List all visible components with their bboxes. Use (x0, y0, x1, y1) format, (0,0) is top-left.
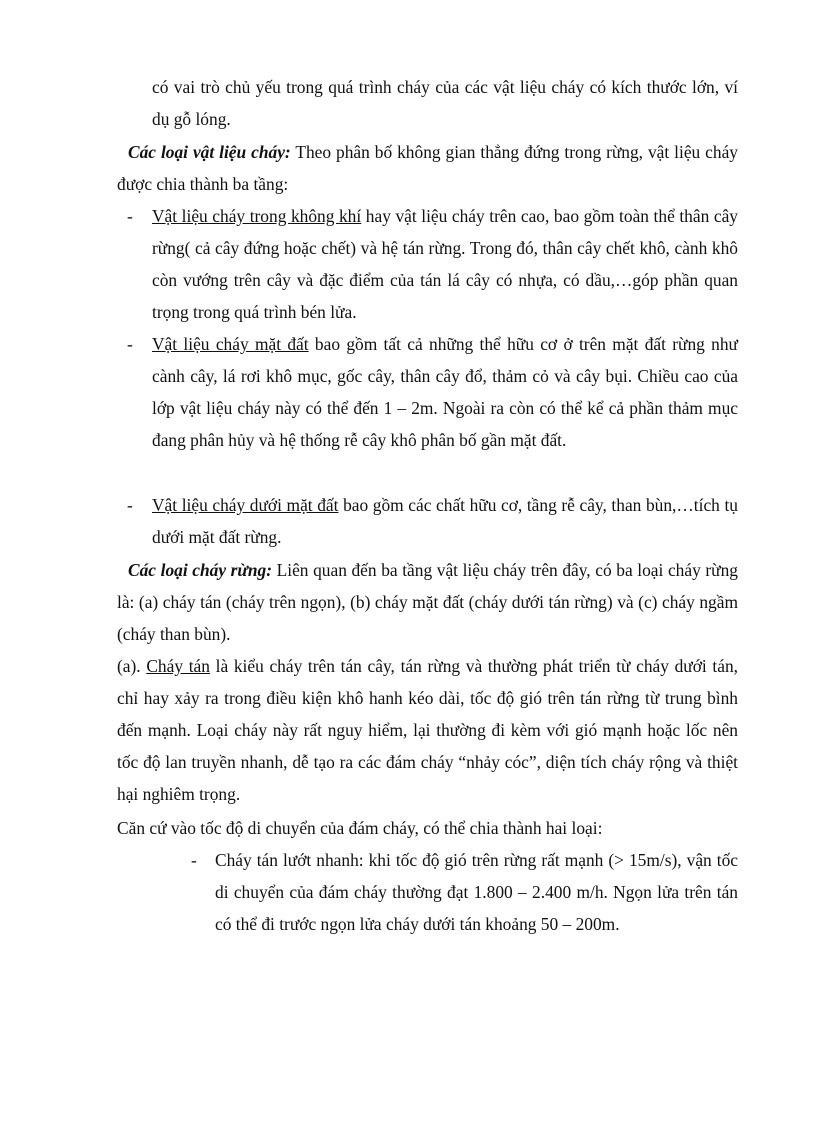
paragraph-text: là kiểu cháy trên tán cây, tán rừng và thường phát triển từ cháy dưới tán, chỉ hay xảy ra trong điều kiện khô hanh kéo dài, tốc độ gió trên tán rừng từ trung bình đến mạnh. Loại cháy này rất nguy hiểm, lại thường đi kèm với gió mạnh hoặc lốc nên tốc độ lan truyền nhanh, dễ tạo ra các đám cháy “nhảy cóc”, diện tích cháy rộng và thiệt hại nghiêm trọng. (117, 656, 738, 804)
paragraph-text: Căn cứ vào tốc độ di chuyển của đám cháy, có thể chia thành hai loại: (117, 818, 603, 838)
paragraph-text: Theo phân bố không gian thẳng đứng trong rừng, vật liệu cháy được chia thành ba tầng: (117, 142, 739, 194)
section-heading-fuel-types: Các loại vật liệu cháy: (128, 142, 291, 162)
list-item-term: Vật liệu cháy trong không khí (152, 206, 362, 226)
paragraph-prefix: (a). (117, 656, 147, 676)
list-item (152, 489, 738, 553)
paragraph-fuel-types (117, 136, 738, 200)
term-crown-fire: Cháy tán (146, 656, 210, 676)
list-bullet: - (191, 850, 197, 870)
list-bullet: - (127, 495, 133, 515)
paragraph-continuation (152, 71, 738, 135)
list-item-text: bao gồm các chất hữu cơ, tầng rễ cây, than bùn,…tích tụ dưới mặt đất rừng. (152, 495, 738, 547)
paragraph-classification (117, 812, 738, 844)
paragraph-text: Liên quan đến ba tầng vật liệu cháy trên đây, có ba loại cháy rừng là: (a) cháy tán (cháy trên ngọn), (b) cháy mặt đất (cháy dưới tán rừng) và (c) cháy ngầm (cháy than bùn). (117, 560, 738, 644)
list-item-text: Cháy tán lướt nhanh: khi tốc độ gió trên rừng rất mạnh (> 15m/s), vận tốc di chuyển của đám cháy thường đạt 1.800 – 2.400 m/h. Ngọn lửa trên tán có thể đi trước ngọn lửa cháy dưới tán khoảng 50 – 200m. (215, 850, 738, 934)
list-item-term: Vật liệu cháy mặt đất (152, 334, 309, 354)
list-item-text: bao gồm tất cả những thể hữu cơ ở trên mặt đất rừng như cành cây, lá rơi khô mục, gốc cây, thân cây đổ, thảm cỏ và cây bụi. Chiều cao của lớp vật liệu cháy này có thể đến 1 – 2m. Ngoài ra còn có thể kể cả phần thảm mục đang phân hủy và hệ thống rễ cây khô phân bố gần mặt đất. (152, 334, 738, 450)
list-item-text: hay vật liệu cháy trên cao, bao gồm toàn thể thân cây rừng( cả cây đứng hoặc chết) và hệ tán rừng. Trong đó, thân cây chết khô, cành khô còn vướng trên cây và đặc điểm của tán lá cây có nhựa, có dầu,…góp phần quan trọng trong quá trình bén lửa. (152, 206, 738, 322)
list-item (152, 200, 738, 328)
list-item-term: Vật liệu cháy dưới mặt đất (152, 495, 339, 515)
paragraph-crown-fire (117, 650, 738, 810)
section-heading-fire-types: Các loại cháy rừng: (128, 560, 273, 580)
list-bullet: - (127, 334, 133, 354)
list-item (215, 844, 738, 940)
list-bullet: - (127, 206, 133, 226)
paragraph-text: có vai trò chủ yếu trong quá trình cháy của các vật liệu cháy có kích thước lớn, ví dụ gỗ lóng. (152, 77, 738, 129)
paragraph-fire-types (117, 554, 738, 650)
list-item (152, 328, 738, 456)
